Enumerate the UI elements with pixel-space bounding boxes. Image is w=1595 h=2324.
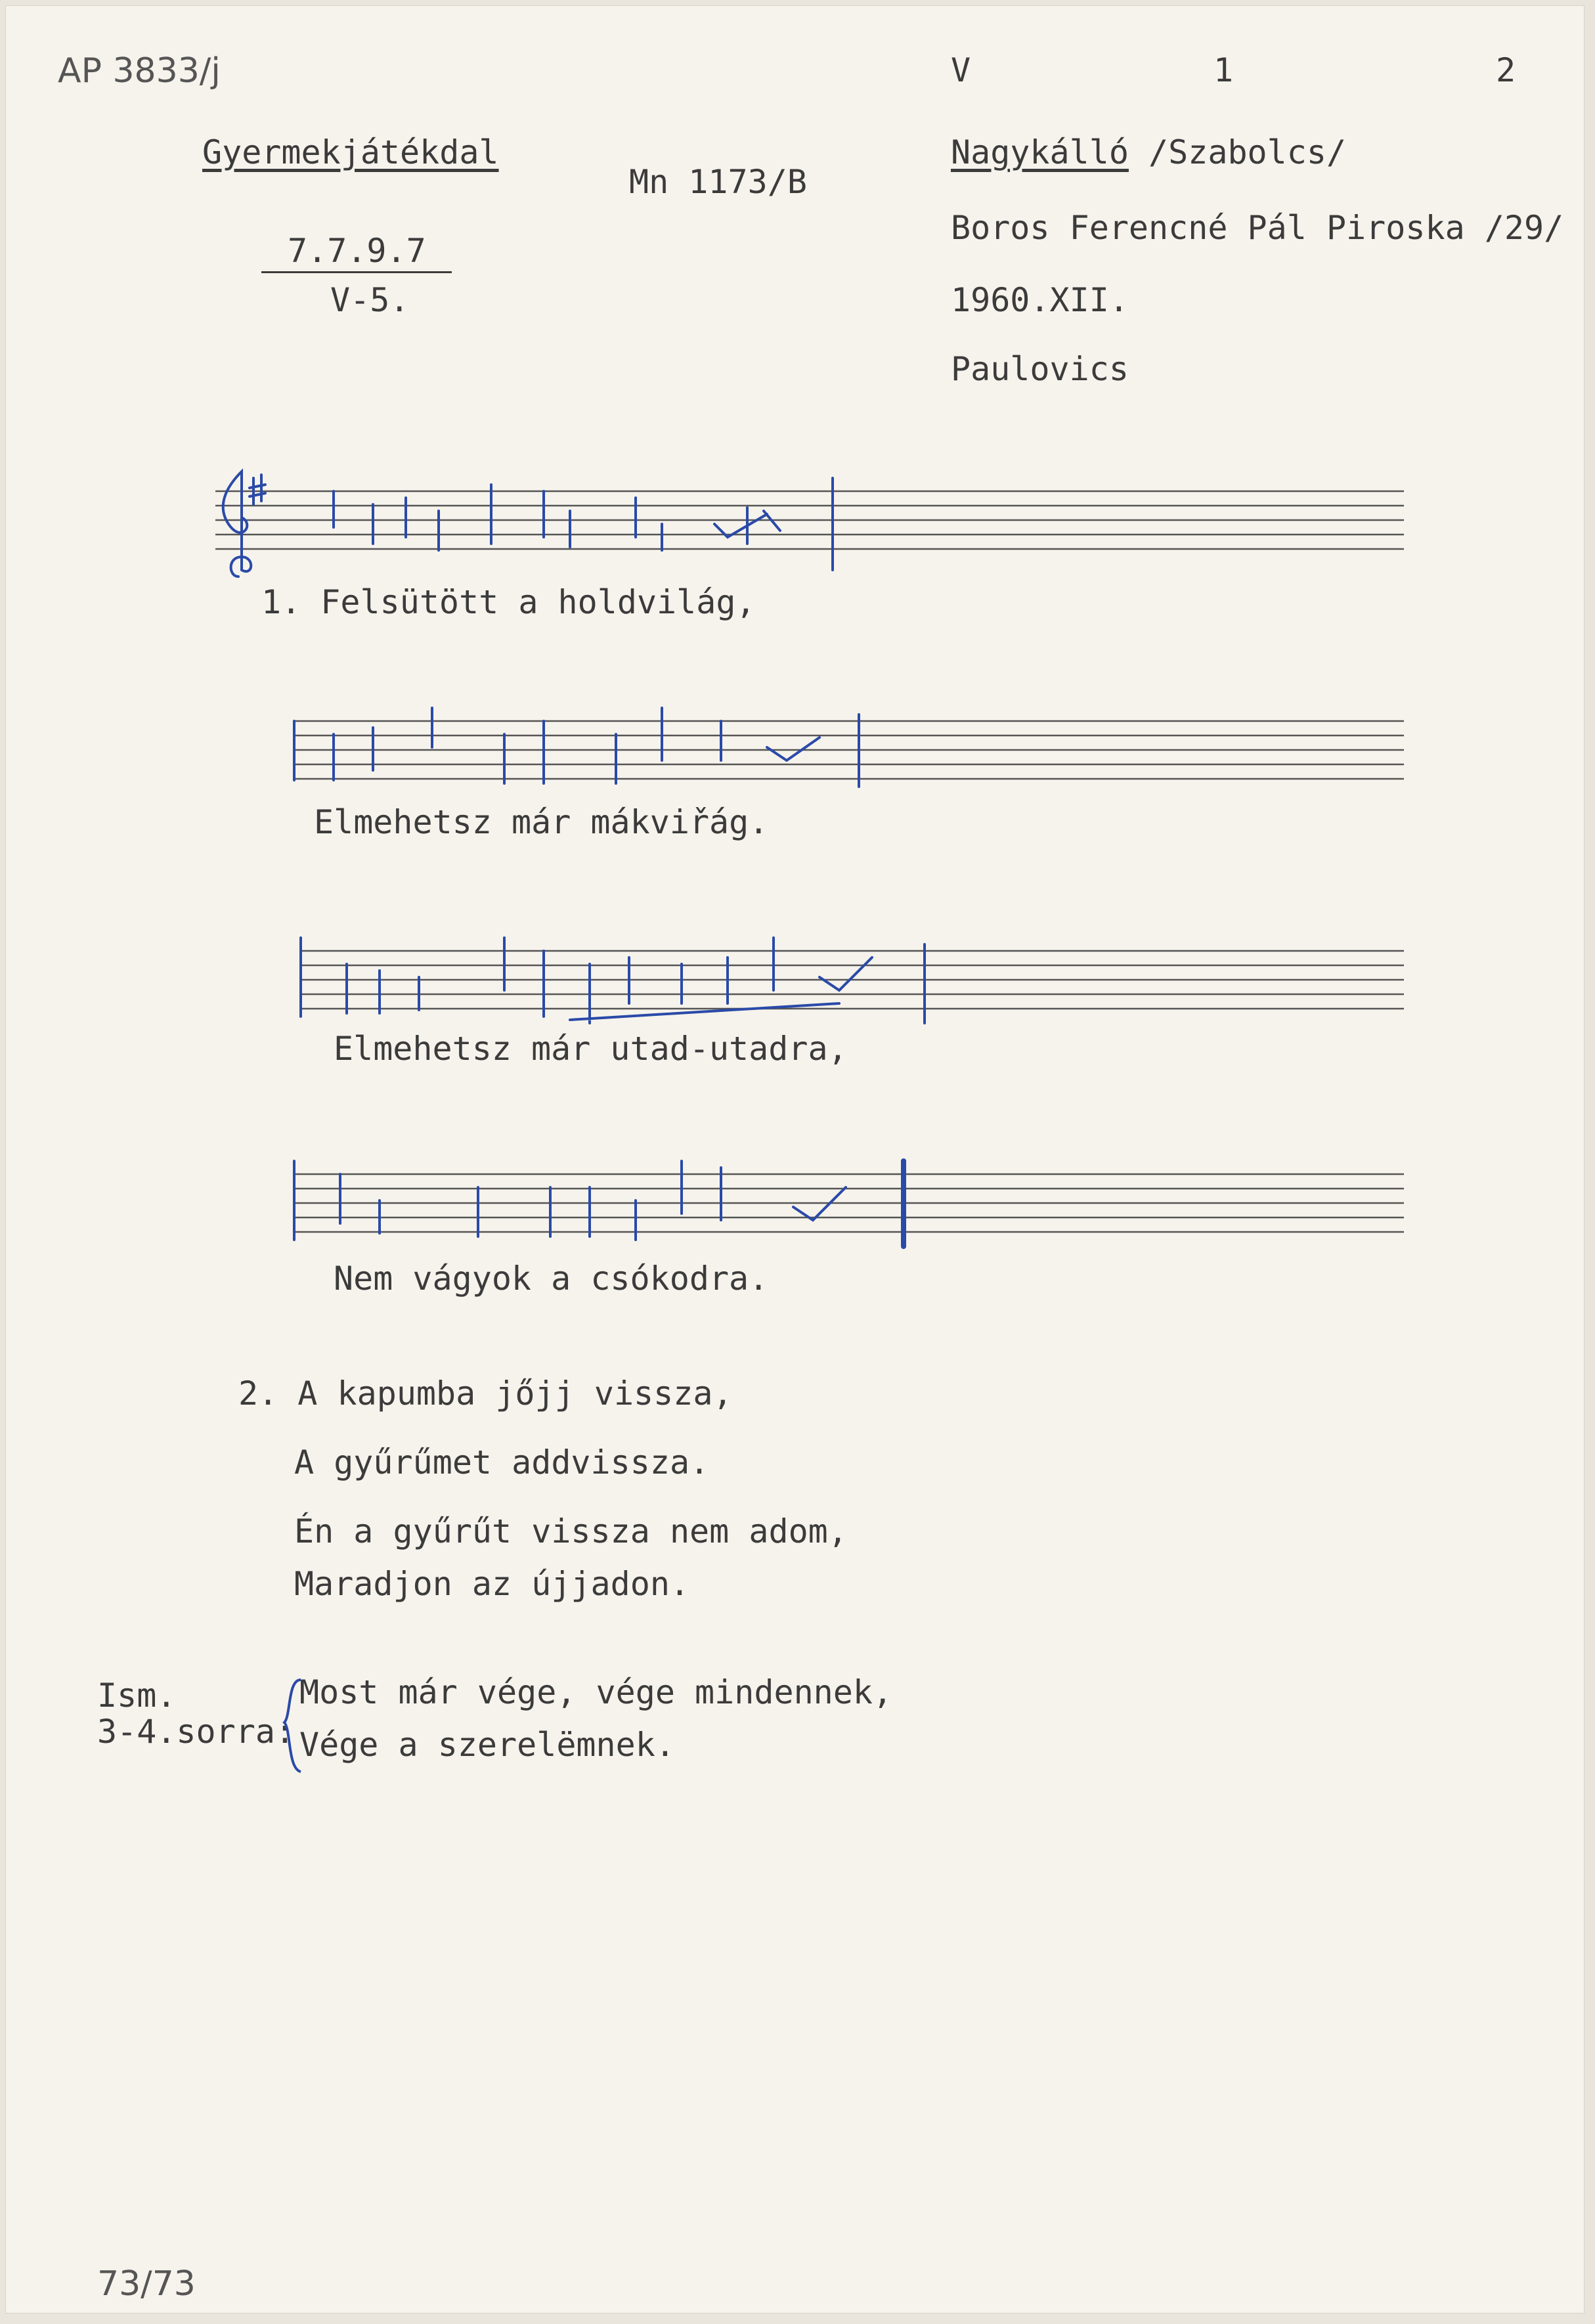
repeat-label-1: Ism.	[97, 1677, 177, 1715]
verse2-line-4: Maradjon az újjadon.	[294, 1565, 690, 1603]
sharp-icon	[250, 475, 265, 504]
recording-number: Mn 1173/B	[629, 163, 807, 201]
lyric-line-2: Elmehetsz már mákviřág.	[314, 803, 769, 841]
genre-label: Gyermekjátékdal	[202, 133, 499, 171]
fraction-rule	[261, 271, 452, 273]
verse2-line-3: Én a gyűrűt vissza nem adom,	[294, 1512, 848, 1550]
performer: Boros Ferencné Pál Piroska /29/	[951, 209, 1564, 247]
place-name: Nagykálló	[951, 133, 1129, 171]
archive-id: AP 3833/j	[58, 51, 221, 91]
column-2: 2	[1496, 51, 1516, 89]
verse2-line-1: 2. A kapumba jőjj vissza,	[238, 1374, 733, 1413]
lyric-line-4: Nem vágyok a csókodra.	[334, 1260, 769, 1298]
column-v: V	[951, 51, 971, 89]
lyric-line-3: Elmehetsz már utad-utadra,	[334, 1030, 848, 1068]
cadence: V-5.	[330, 281, 410, 319]
treble-clef-icon	[223, 471, 251, 577]
county-name: /Szabolcs/	[1148, 133, 1347, 171]
archive-page	[5, 5, 1584, 2313]
repeat-line-1: Most már vége, vége mindennek,	[299, 1673, 893, 1711]
recording-date: 1960.XII.	[951, 281, 1129, 319]
verse2-line-2: A gyűrűmet addvissza.	[294, 1443, 710, 1481]
handwritten-notes	[294, 708, 859, 787]
repeat-label-2: 3-4.sorra:	[97, 1713, 295, 1751]
column-1: 1	[1213, 51, 1234, 89]
page-reference: 73/73	[97, 2264, 196, 2304]
collector: Paulovics	[951, 350, 1129, 388]
lyric-line-1: 1. Felsütött a holdvilág,	[261, 583, 756, 621]
location-line	[951, 133, 1346, 171]
syllable-count: 7.7.9.7	[288, 232, 426, 270]
repeat-line-2: Vége a szerelëmnek.	[299, 1726, 675, 1764]
